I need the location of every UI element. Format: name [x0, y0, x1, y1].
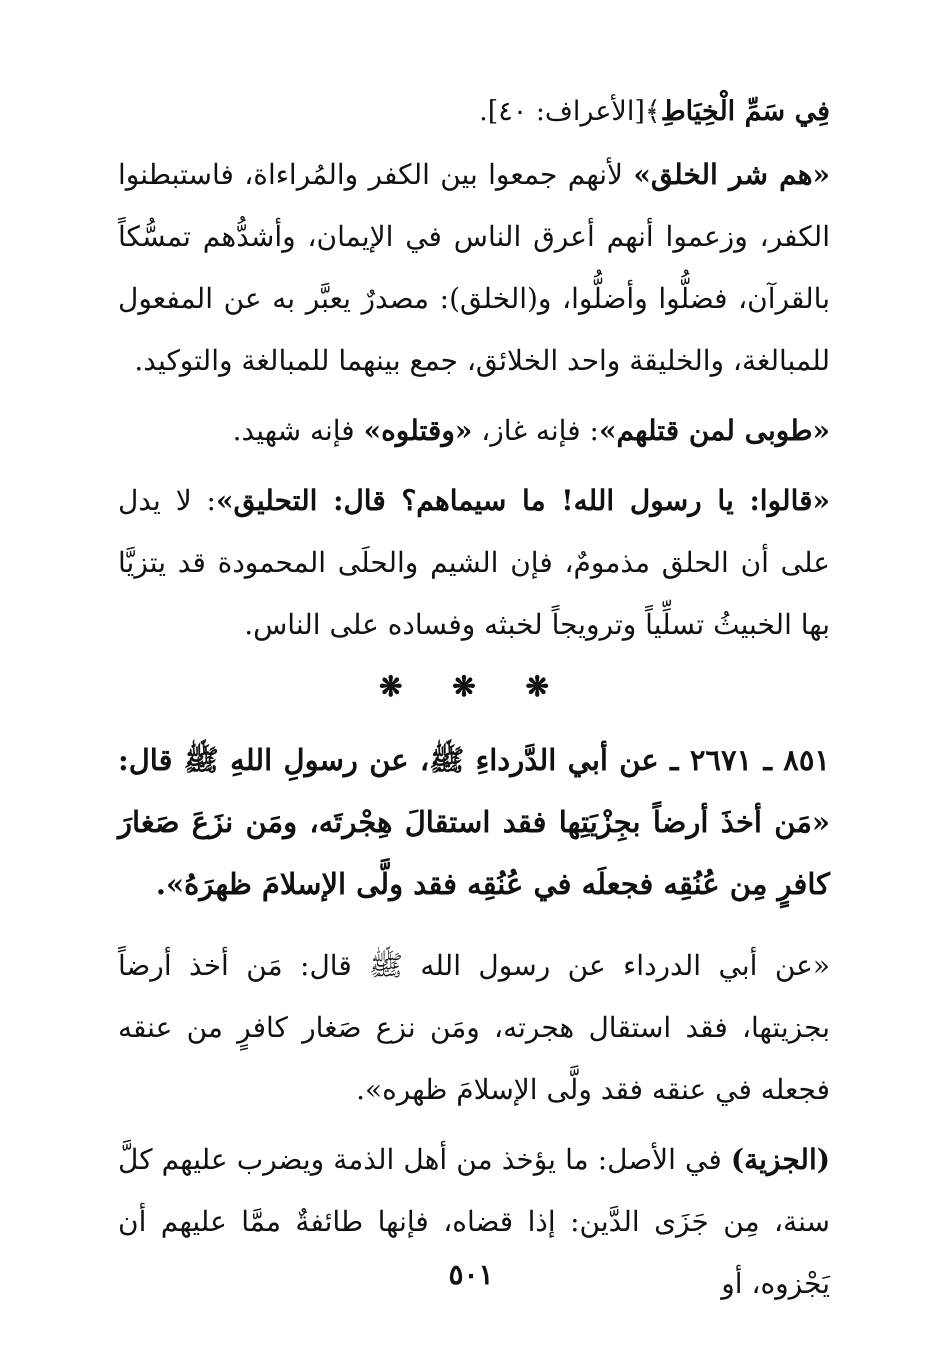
commentary-paragraph-2	[118, 400, 830, 462]
hadith-matn: «مَن أخذَ أرضاً بجِزْيَتِها فقد استقالَ هِجْرتَه، ومَن نزَعَ صَغارَ كافرٍ مِن عُنُقِه فجعلَه في عُنُقِه فقد ولَّى الإسلامَ ظهرَهُ».	[118, 805, 830, 901]
quran-verse-text: فِي سَمِّ الْخِيَاطِ	[660, 96, 830, 127]
page-number: ٥٠١	[448, 1258, 494, 1291]
hadith-chain: عن أبي الدَّرداءِ ﷺ، عن رسولِ اللهِ ﷺ قال:	[118, 743, 670, 777]
commentary-text: «عن أبي الدرداء عن رسول الله ﷺ قال: مَن أخذ أرضاً بجزيتها، فقد استقال هجرته، ومَن نزع صَغار كافرٍ من عنقه فجعله في عنقه فقد ولَّى الإسلامَ ظهره».	[118, 949, 830, 1106]
hadith-phrase-bold: «قالوا: يا رسول الله! ما سيماهم؟ قال: التحليق»	[216, 484, 830, 517]
hadith-phrase-bold: «طوبى لمن قتلهم»	[598, 414, 830, 447]
commentary-text: في الأصل: ما يؤخذ من أهل الذمة ويضرب عليهم كلَّ سنة، مِن جَزَى الدَّين: إذا قضاه، فإنها طائفةٌ ممَّا عليهم أن يَجْزوه، أو	[118, 1143, 830, 1300]
commentary-text: : فإنه غاز،	[472, 414, 599, 447]
commentary-text: : لا يدل على أن الحلق مذمومٌ، فإن الشيم والحلَى المحمودة قد يتزيَّا بها الخبيثُ تسلِّياً وترويجاً لخبثه وفساده على الناس.	[118, 484, 830, 641]
page-body	[118, 92, 830, 1315]
hadith-phrase-bold-2: «وقتلوه»	[363, 414, 473, 447]
hadith-phrase-bold: «هم شر الخلق»	[633, 158, 831, 191]
section-separator: ❋ ❋ ❋	[379, 670, 569, 703]
verse-reference: ﴾[الأعراف: ٤٠].	[479, 96, 661, 127]
hadith-number: ٨٥١ ـ ٢٦٧١ ـ	[669, 743, 830, 777]
commentary-paragraph-4	[118, 935, 830, 1121]
commentary-paragraph-1	[118, 144, 830, 392]
commentary-text: لأنهم جمعوا بين الكفر والمُراءاة، فاستبطنوا الكفر، وزعموا أنهم أعرق الناس في الإيمان، وأشدُّهم تمسُّكاً بالقرآن، فضلُّوا وأضلُّوا، و(الخلق): مصدرٌ يعبَّر به عن المفعول للمبالغة، والخليقة واحد الخلائق، جمع بينهما للمبالغة والتوكيد.	[118, 158, 830, 377]
verse-continuation	[118, 92, 830, 132]
commentary-text-2: فإنه شهيد.	[232, 414, 364, 447]
term-bold: (الجزية)	[730, 1143, 830, 1176]
hadith-text	[118, 729, 830, 915]
commentary-paragraph-3	[118, 470, 830, 656]
